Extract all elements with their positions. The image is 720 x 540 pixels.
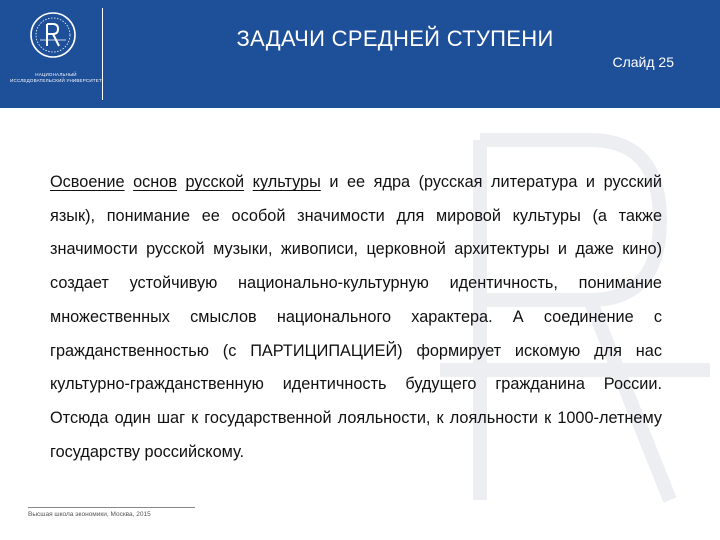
slide-number: Слайд 25	[612, 54, 674, 70]
logo-caption: НАЦИОНАЛЬНЫЙ ИССЛЕДОВАТЕЛЬСКИЙ УНИВЕРСИТЕТ	[10, 72, 102, 83]
hse-emblem-icon	[28, 10, 78, 68]
slide-header	[0, 0, 720, 108]
university-logo	[8, 8, 108, 98]
slide-body-text	[50, 166, 662, 469]
underlined-word: русской	[185, 173, 245, 191]
underlined-word: Освоение	[50, 173, 125, 191]
slide-title: ЗАДАЧИ СРЕДНЕЙ СТУПЕНИ	[236, 26, 554, 51]
header-divider	[102, 8, 103, 100]
underlined-word: основ	[133, 173, 177, 191]
slide-footer: Высшая школа экономики, Москва, 2015	[28, 507, 195, 518]
paragraph-text: и ее ядра (русская литература и русский язык), понимание ее особой значимости для мировой культуры (а также значимости русской музыки, живописи, церковной архитектуры и даже кино) создает устойчивую национально-культурную идентичность, понимание множественных смыслов национального характера. А соединение с гражданственностью (с ПАРТИЦИПАЦИЕЙ) формирует искомую для нас культурно-гражданственную идентичность будущего гражданина России. Отсюда один шаг к государственной лояльности, к лояльности к 1000-летнему государству российскому.	[50, 173, 662, 461]
underlined-word: культуры	[252, 173, 321, 191]
